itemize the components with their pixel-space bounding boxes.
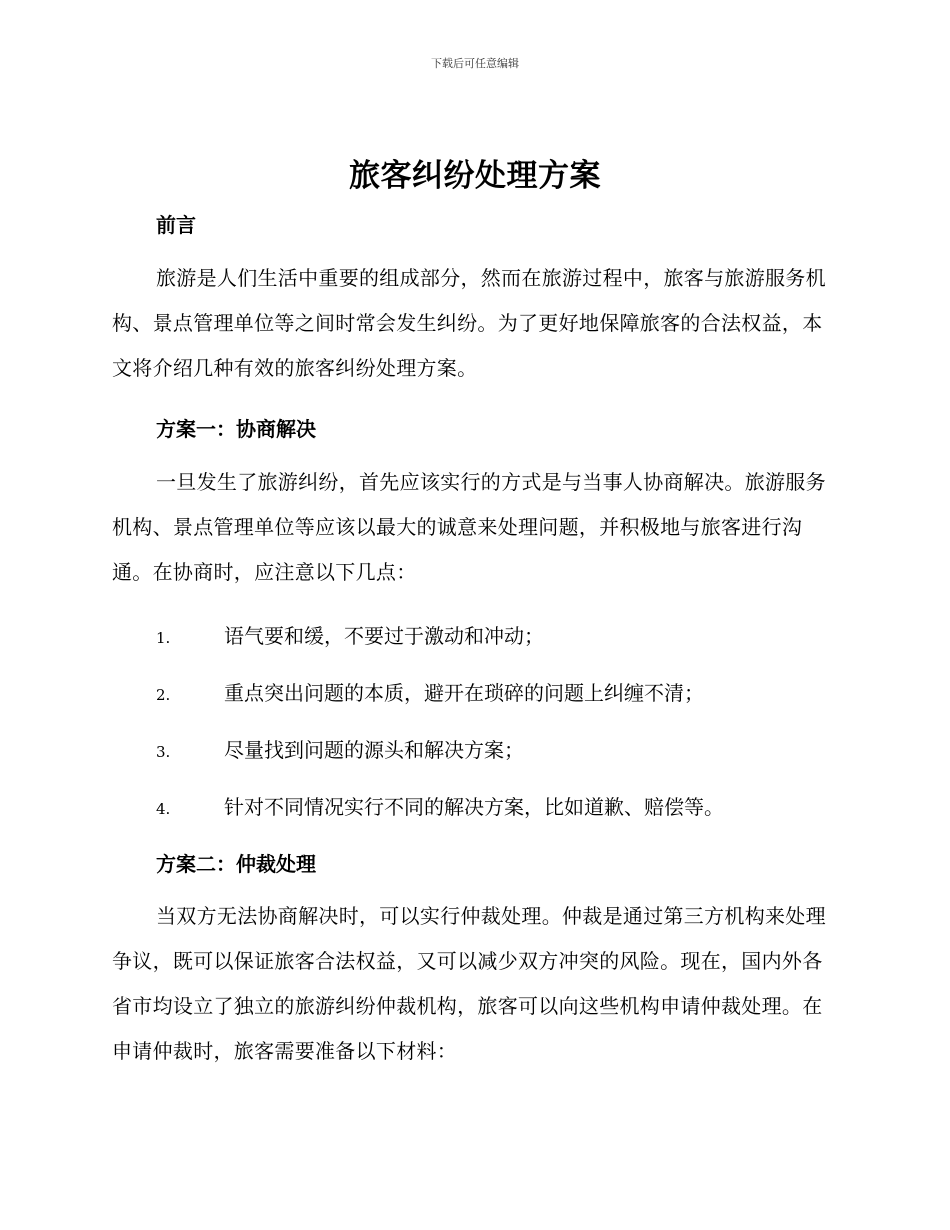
list-text: 针对不同情况实行不同的解决方案，比如道歉、赔偿等。: [224, 795, 724, 819]
preface-paragraph: 旅游是人们生活中重要的组成部分，然而在旅游过程中，旅客与旅游服务机构、景点管理单位等之间时常会发生纠纷。为了更好地保障旅客的合法权益，本文将介绍几种有效的旅客纠纷处理方案。: [112, 266, 826, 380]
list-number: 2.: [156, 686, 171, 704]
plan2-heading: 方案二：仲裁处理: [156, 852, 316, 876]
list-number: 3.: [156, 743, 171, 761]
document-title: 旅客纠纷处理方案: [349, 158, 601, 194]
list-text: 语气要和缓，不要过于激动和冲动；: [224, 624, 544, 648]
plan1-heading: 方案一：协商解决: [156, 417, 316, 441]
list-number: 4.: [156, 800, 171, 818]
list-item: [156, 734, 524, 763]
header-note: 下载后可任意编辑: [431, 57, 519, 70]
plan2-paragraph: 当双方无法协商解决时，可以实行仲裁处理。仲裁是通过第三方机构来处理争议，既可以保证旅客合法权益，又可以减少双方冲突的风险。现在，国内外各省市均设立了独立的旅游纠纷仲裁机构，旅客可以向这些机构申请仲裁处理。在申请仲裁时，旅客需要准备以下材料：: [112, 904, 826, 1063]
list-item: [156, 677, 704, 706]
list-item: [156, 791, 724, 820]
plan1-paragraph: 一旦发生了旅游纠纷，首先应该实行的方式是与当事人协商解决。旅游服务机构、景点管理单位等应该以最大的诚意来处理问题，并积极地与旅客进行沟通。在协商时，应注意以下几点：: [112, 470, 826, 584]
list-text: 重点突出问题的本质，避开在琐碎的问题上纠缠不清；: [224, 681, 704, 705]
list-item: [156, 620, 544, 649]
list-text: 尽量找到问题的源头和解决方案；: [224, 738, 524, 762]
preface-heading: 前言: [156, 213, 196, 237]
list-number: 1.: [156, 629, 171, 647]
